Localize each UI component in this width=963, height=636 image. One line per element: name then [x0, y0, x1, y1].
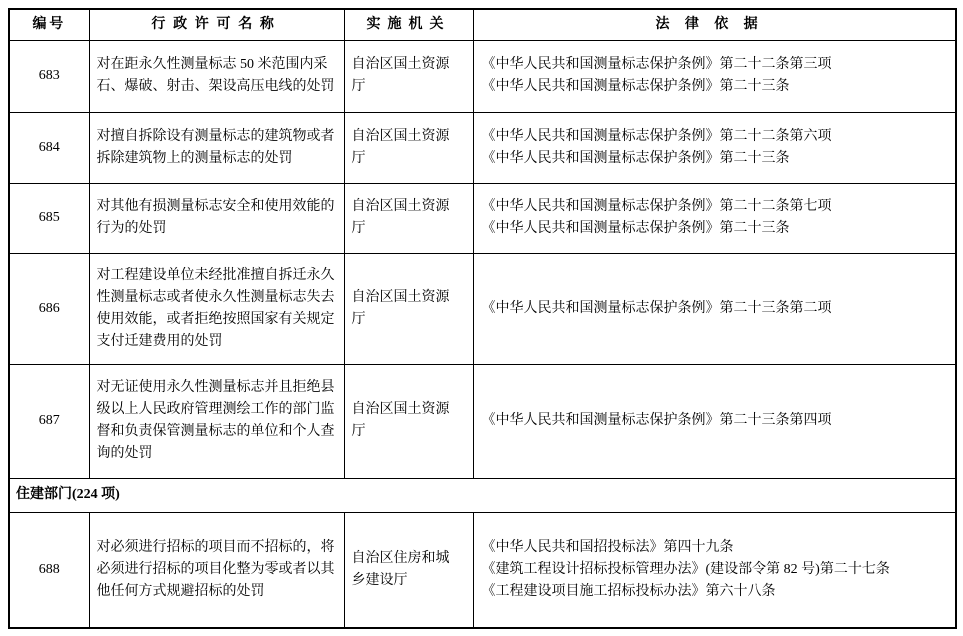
- legal-basis-line: 《中华人民共和国测量标志保护条例》第二十二条第七项: [481, 199, 832, 214]
- row-number: 688: [9, 512, 89, 628]
- header-row: [9, 9, 956, 40]
- table-row: [9, 40, 956, 112]
- table-row: [9, 253, 956, 364]
- table-row: [9, 183, 956, 253]
- legal-basis-line: 《中华人民共和国招投标法》第四十九条: [481, 539, 734, 555]
- row-number: 687: [9, 364, 89, 478]
- row-number: 685: [9, 183, 89, 253]
- legal-basis-line: 《中华人民共和国测量标志保护条例》第二十二条第三项: [481, 57, 832, 72]
- permits-table: [8, 8, 957, 629]
- row-number: 686: [9, 253, 89, 364]
- row-number: 684: [9, 112, 89, 183]
- legal-basis-line: 《中华人民共和国测量标志保护条例》第二十三条: [481, 79, 790, 94]
- implementing-agency: 自治区住房和城乡建设厅: [344, 512, 473, 628]
- table-row: [9, 512, 956, 628]
- column-header-agency: 实施机关: [344, 9, 473, 40]
- table-body: [9, 40, 956, 628]
- table-row: [9, 112, 956, 183]
- implementing-agency: 自治区国土资源厅: [344, 364, 473, 478]
- legal-basis-line: 《中华人民共和国测量标志保护条例》第二十三条第二项: [481, 300, 832, 316]
- legal-basis-line: 《中华人民共和国测量标志保护条例》第二十二条第六项: [481, 128, 832, 144]
- table-header: [9, 9, 956, 40]
- column-header-id: 编号: [9, 9, 89, 40]
- row-number: 683: [9, 40, 89, 112]
- permit-name: 对在距永久性测量标志 50 米范围内采石、爆破、射击、架设高压电线的处罚: [89, 40, 344, 112]
- section-row: [9, 478, 956, 512]
- legal-basis-line: 《中华人民共和国测量标志保护条例》第二十三条第四项: [481, 413, 832, 428]
- legal-basis-line: 《中华人民共和国测量标志保护条例》第二十三条: [481, 221, 790, 236]
- table-row: [9, 364, 956, 478]
- permit-name: 对必须进行招标的项目而不招标的，将必须进行招标的项目化整为零或者以其他任何方式规避招标的处罚: [89, 512, 344, 628]
- permit-name: 对其他有损测量标志安全和使用效能的行为的处罚: [89, 183, 344, 253]
- implementing-agency: 自治区国土资源厅: [344, 253, 473, 364]
- implementing-agency: 自治区国土资源厅: [344, 40, 473, 112]
- legal-basis-line: 《工程建设项目施工招标投标办法》第六十八条: [481, 583, 776, 599]
- legal-basis: [473, 364, 956, 478]
- legal-basis: [473, 183, 956, 253]
- legal-basis: [473, 253, 956, 364]
- section-label: 住建部门(224 项): [9, 478, 956, 512]
- legal-basis: [473, 112, 956, 183]
- legal-basis-line: 《中华人民共和国测量标志保护条例》第二十三条: [481, 150, 790, 166]
- permit-name: 对工程建设单位未经批准擅自拆迁永久性测量标志或者使永久性测量标志失去使用效能，或者拒绝按照国家有关规定支付迁建费用的处罚: [89, 253, 344, 364]
- legal-basis: [473, 40, 956, 112]
- column-header-legal: 法律依据: [473, 9, 956, 40]
- implementing-agency: 自治区国土资源厅: [344, 112, 473, 183]
- implementing-agency: 自治区国土资源厅: [344, 183, 473, 253]
- column-header-name: 行政许可名称: [89, 9, 344, 40]
- legal-basis: [473, 512, 956, 628]
- legal-basis-line: 《建筑工程设计招标投标管理办法》(建设部令第 82 号)第二十七条: [481, 561, 890, 577]
- permit-name: 对擅自拆除设有测量标志的建筑物或者拆除建筑物上的测量标志的处罚: [89, 112, 344, 183]
- permit-name: 对无证使用永久性测量标志并且拒绝县级以上人民政府管理测绘工作的部门监督和负责保管测量标志的单位和个人查询的处罚: [89, 364, 344, 478]
